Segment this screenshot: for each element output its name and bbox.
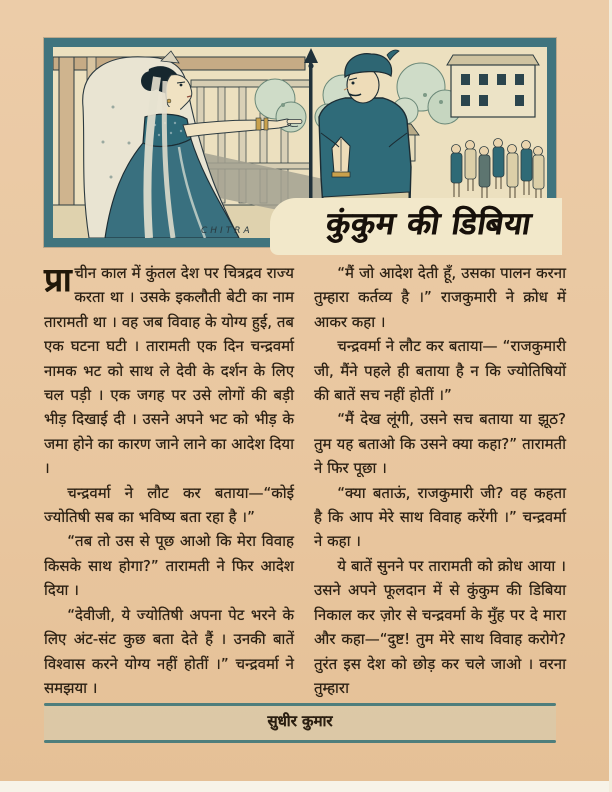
story-paragraph: “क्या बताऊं, राजकुमारी जी? वह कहता है कि आप मेरे साथ विवाह करेंगी ।” चन्द्रवर्मा ने कहा ।: [314, 483, 566, 551]
text-column-right: [314, 261, 566, 700]
story-paragraph: “मैं जो आदेश देती हूँ, उसका पालन करना तुम्हारा कर्तव्य है ।” राजकुमारी ने क्रोध में आकर कहा ।: [314, 264, 566, 331]
story-paragraph: “मैं देख लूंगी, उसने सच बताया या झूठ? तुम यह बताओ कि उसने क्या कहा?” तारामती ने फिर पूछा ।: [314, 410, 566, 478]
pointing-finger: [287, 120, 302, 124]
footer-rule-top: [44, 703, 556, 706]
story-paragraph: [44, 261, 294, 481]
text-column-left: [44, 261, 294, 700]
paragraph-text: चीन काल में कुंतल देश पर चित्रद्रव राज्य करता था । उसके इकलौती बेटी का नाम तारामती था । वह जब विवाह के योग्य हुई, तब एक घटना घटी । तारामती एक दिन चन्द्रवर्मा नामक भट को साथ ले देवी के दर्शन के लिए चल पड़ी । एक जगह पर उसे लोगों की बड़ी भीड़ दिखाई दी । उसने अपने भट को भीड़ के जमा होने का कारण जाने लाने का आदेश दिया ।: [44, 264, 294, 478]
bangles: [256, 118, 261, 130]
story-title: कुंकुम की डिबिया: [323, 206, 535, 242]
footer-rule-bottom: [44, 740, 556, 743]
wrist-band: [332, 172, 350, 177]
drop-cap: प्रा: [44, 260, 72, 299]
story-text: [44, 261, 566, 697]
artist-signature: CHITRA: [201, 226, 253, 236]
story-paragraph: चन्द्रवर्मा ने लौट कर बताया—“कोई ज्योतिषी सब का भविष्य बता रहा है ।”: [44, 483, 294, 527]
story-paragraph: “तब तो उस से पूछ आओ कि मेरा विवाह किसके साथ होगा?” तारामती ने फिर आदेश दिया ।: [44, 532, 294, 600]
story-paragraph: ये बातें सुनने पर तारामती को क्रोध आया । उसने अपने फूलदान में से कुंकुम की डिबिया निकाल कर ज़ोर से चन्द्रवर्मा के मुँह पर दे मारा और कहा—“दुष्ट! तुम मेरे साथ विवाह करोगे? तुरंत इस देश को छोड़ कर चले जाओ । वरना तुम्हारा: [314, 556, 566, 697]
author-name: सुधीर कुमार: [267, 712, 333, 730]
story-paragraph: “देवीजी, ये ज्योतिषी अपना पेट भरने के लिए अंट-संट कुछ बता देते हैं । उनकी बातें विश्वास करने योग्य नहीं होतीं ।” चन्द्रवर्मा ने समझया ।: [44, 605, 294, 697]
page-edge-bottom: [0, 781, 612, 792]
story-paragraph: चन्द्रवर्मा ने लौट कर बताया— “राजकुमारी जी, मैंने पहले ही बताया है न कि ज्योतिषियों की बातें सच नहीं होतीं ।”: [314, 337, 566, 405]
